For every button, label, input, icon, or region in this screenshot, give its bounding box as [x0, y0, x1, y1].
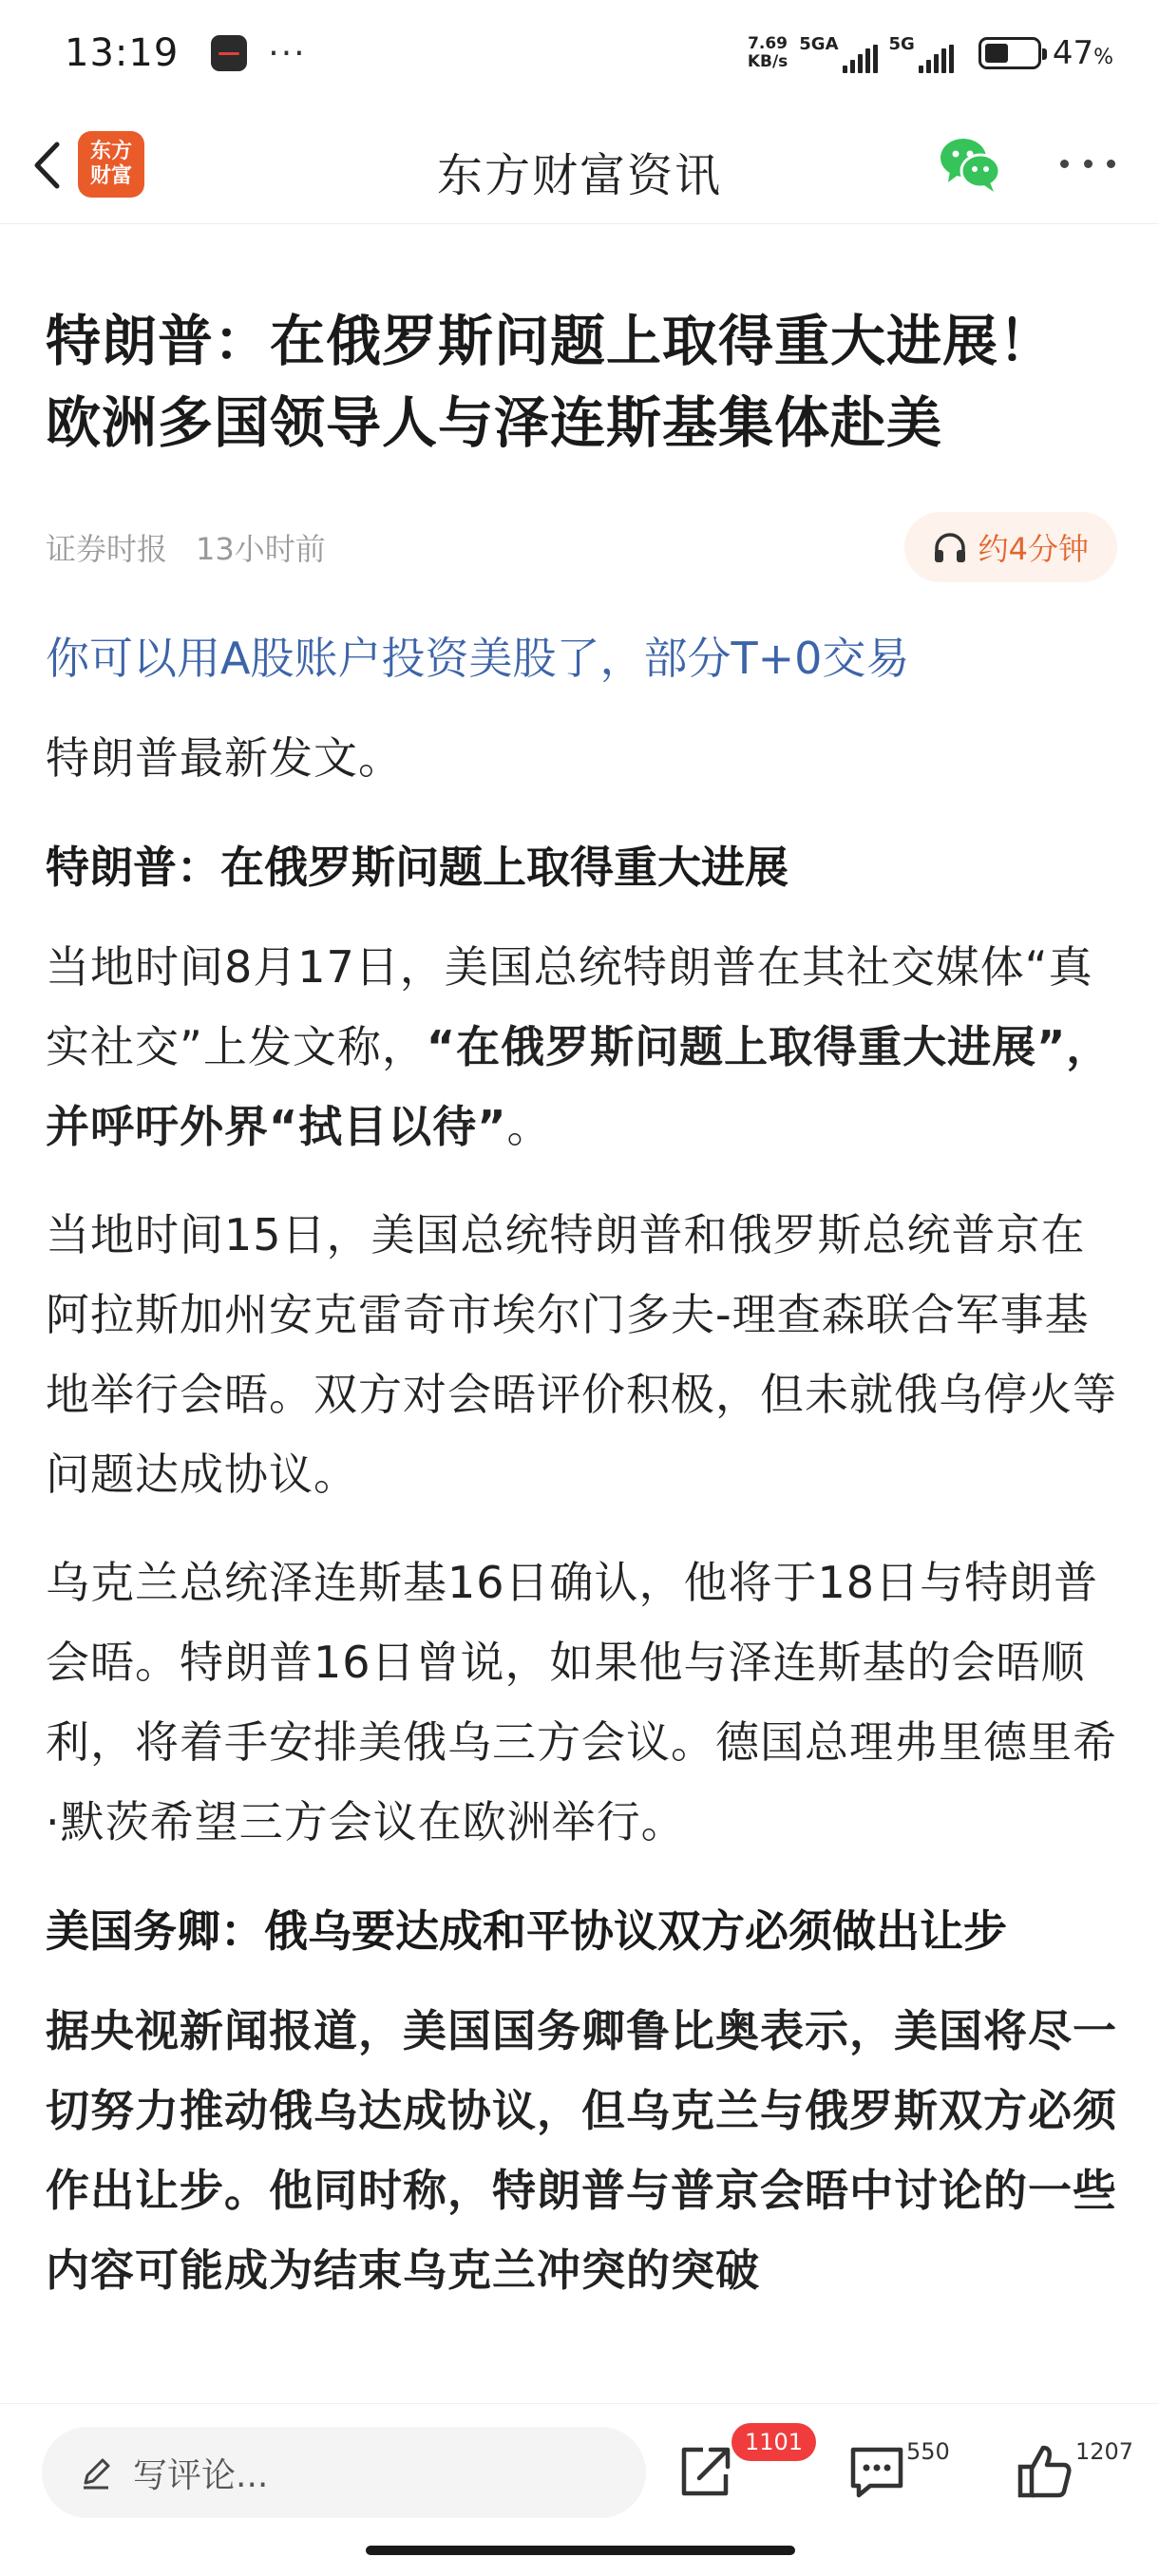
article-source[interactable]: 证券时报 — [46, 531, 168, 567]
like-button[interactable] — [1015, 2442, 1081, 2509]
wechat-icon — [937, 131, 1003, 198]
listen-button[interactable] — [904, 512, 1117, 582]
share-button[interactable] — [676, 2442, 743, 2509]
more-dot-icon — [1060, 160, 1069, 168]
status-indicators — [748, 34, 1113, 73]
logo-line2: 财富 — [89, 164, 132, 188]
navigation-bar — [0, 106, 1159, 224]
more-notifications-icon: ··· — [268, 33, 307, 73]
paragraph-2-text-a: 当地时间8月17日，美国总统特朗普在其社交媒体“真实社交”上发文称， — [46, 941, 1093, 1072]
promo-link[interactable]: 你可以用A股账户投资美股了，部分T+0交易 — [46, 633, 910, 684]
headline-line1: 特朗普：在俄罗斯问题上取得重大进展！ — [46, 309, 1055, 373]
signal-bars-icon — [919, 45, 954, 73]
paragraph-2-bold: “在俄罗斯问题上取得重大进展”，并呼吁外界“拭目以待” — [46, 1021, 1112, 1152]
pen-icon — [78, 2454, 114, 2491]
signal-5ga-label: 5GA — [799, 33, 839, 54]
article-time: 13小时前 — [196, 531, 326, 567]
network-speed — [748, 35, 788, 71]
comment-placeholder: 写评论... — [133, 2455, 269, 2495]
signal-bars-icon — [843, 45, 878, 73]
headphones-icon — [933, 531, 967, 563]
network-speed-value: 7.69 — [748, 34, 788, 53]
paragraph-2-text-c: 。 — [506, 1101, 552, 1152]
status-time: 13:19 — [65, 31, 180, 75]
battery-unit: % — [1093, 46, 1113, 69]
battery-percentage — [1053, 34, 1113, 72]
like-count: 1207 — [1075, 2438, 1134, 2465]
share-count-badge: 1101 — [732, 2423, 816, 2461]
read-time-label: 约4分钟 — [978, 531, 1089, 567]
page-title: 东方财富资讯 — [436, 149, 722, 202]
article-headline — [46, 300, 1117, 464]
signal-5g-label: 5G — [888, 33, 915, 54]
battery-icon — [978, 37, 1041, 69]
section-heading-1: 特朗普：在俄罗斯问题上取得重大进展 — [46, 842, 788, 893]
more-dot-icon — [1107, 160, 1115, 168]
signal-5ga — [799, 34, 877, 73]
share-icon — [676, 2442, 735, 2501]
battery-level-fill — [985, 44, 1008, 63]
paragraph-1: 特朗普最新发文。 — [46, 732, 403, 784]
article-source-info — [46, 525, 326, 569]
paragraph-2 — [46, 927, 1117, 1166]
paragraph-3: 当地时间15日，美国总统特朗普和俄罗斯总统普京在阿拉斯加州安克雷奇市埃尔门多夫-理查森联合军事基地举行会晤。双方对会晤评价积极，但未就俄乌停火等问题达成协议。 — [46, 1209, 1117, 1500]
article-body — [46, 224, 1117, 2310]
more-dot-icon — [1084, 160, 1092, 168]
paragraph-5: 据央视新闻报道，美国国务卿鲁比奥表示，美国将尽一切努力推动俄乌达成协议，但乌克兰与俄罗斯双方必须作出让步。他同时称，特朗普与普京会晤中讨论的一些内容可能成为结束乌克兰冲突的突破 — [46, 2005, 1117, 2296]
comment-count: 550 — [906, 2438, 950, 2465]
more-options-button[interactable] — [1054, 142, 1121, 184]
wechat-share-button[interactable] — [937, 131, 1003, 198]
paragraph-4: 乌克兰总统泽连斯基16日确认，他将于18日与特朗普会晤。特朗普16日曾说，如果他与泽连斯基的会晤顺利，将着手安排美俄乌三方会议。德国总理弗里德里希·默茨希望三方会议在欧洲举行。 — [46, 1557, 1117, 1847]
recorder-app-icon — [211, 35, 247, 71]
headline-line2: 欧洲多国领导人与泽连斯基集体赴美 — [46, 390, 943, 455]
status-bar — [0, 0, 1159, 106]
comment-input[interactable] — [42, 2427, 646, 2518]
thumbs-up-icon — [1015, 2442, 1074, 2501]
home-indicator[interactable] — [366, 2546, 795, 2555]
network-speed-unit: KB/s — [747, 52, 788, 71]
article-meta — [46, 511, 1117, 583]
comment-bubble-icon — [847, 2442, 906, 2501]
comments-button[interactable] — [847, 2442, 914, 2509]
battery-value: 47 — [1052, 34, 1094, 72]
logo-line1: 东方 — [89, 140, 132, 163]
signal-5g — [889, 34, 954, 73]
section-heading-2: 美国务卿：俄乌要达成和平协议双方必须做出让步 — [46, 1905, 1007, 1957]
